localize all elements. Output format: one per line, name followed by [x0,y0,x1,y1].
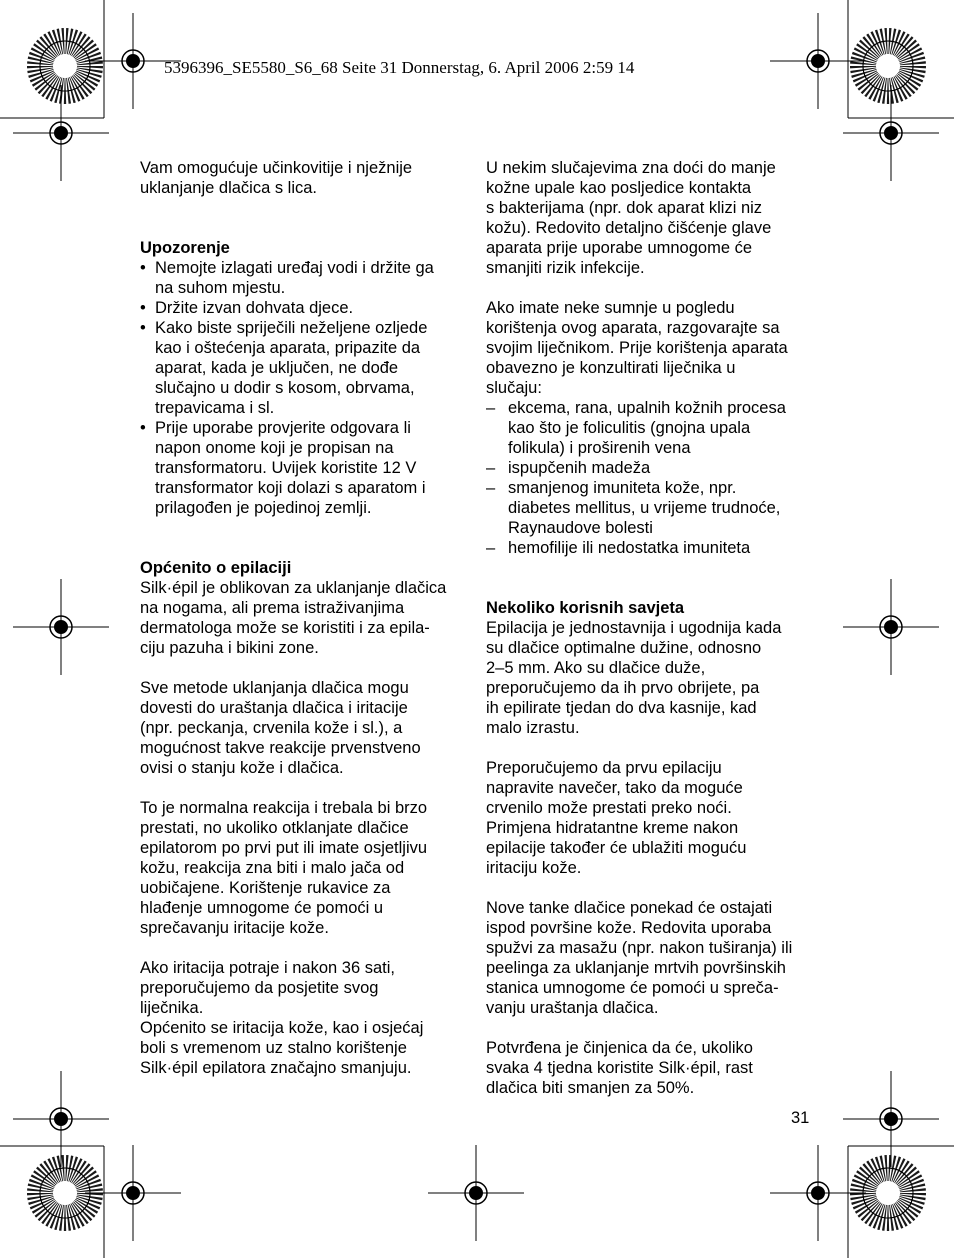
crosshair-mark [843,1071,939,1167]
section-heading-warnings: Upozorenje [140,239,230,257]
crosshair-mark [13,579,109,675]
crosshair-mark [843,579,939,675]
paragraph: To je normalna reakcija i trebala bi brzo prestati, no ukoliko otklanjate dlačice epilatorom po prvi put ili imate osjetljivu kožu, reakcija zna biti i malo jača od uobičajene. Korištenje rukavice za hlađenje umnogome će pomoći u sprečavanju iritacije kože. [140,799,428,937]
paragraph: U nekim slučajevima zna doći do manje kožne upale kao posljedice kontakta s bakterijama (npr. dok aparat klizi niz kožu). Redovito detaljno čišćenje glave aparata prije uporabe umnogome će smanjiti rizik infekcije. [486,159,776,277]
page-number: 31 [791,1109,810,1127]
paragraph: Ako imate neke sumnje u pogledu korištenja ovog aparata, razgovarajte sa svojim liječnikom. Prije korištenja aparata obavezno je konzultirati liječnika u slučaju: [486,299,788,397]
crosshair-mark [770,13,866,109]
print-header: 5396396_SE5580_S6_68 Seite 31 Donnerstag, 6. April 2006 2:59 14 [164,58,635,77]
paragraph: Silk·épil je oblikovan za uklanjanje dlačica na nogama, ali prema istraživanjima dermatologa može se koristiti i za epila- ciju pazuha i bikini zone. [140,579,447,657]
list-item: • Kako biste spriječili neželjene ozljede kao i oštećenja aparata, pripazite da aparat, kada je uključen, ne dođe slučajno u dodir s kosom, obrvama, trepavicama i sl. [140,318,470,418]
list-item: – smanjenog imuniteta kože, npr. diabetes mellitus, u vrijeme trudnoće, Raynaudove bolesti [486,478,812,538]
list-item: – hemofilije ili nedostatka imuniteta [486,538,812,558]
paragraph: Potvrđena je činjenica da će, ukoliko svaka 4 tjedna koristite Silk·épil, rast dlačica biti smanjen za 50%. [486,1039,753,1097]
paragraph: Općenito se iritacija kože, kao i osjećaj boli s vremenom uz stalno korištenje Silk·épil epilatora značajno smanjuju. [140,1019,424,1077]
list-item: • Nemojte izlagati uređaj vodi i držite ga na suhom mjestu. [140,258,470,298]
paragraph: Epilacija je jednostavnija i ugodnija kada su dlačice optimalne dužine, odnosno 2–5 mm. Ako su dlačice duže, preporučujemo da ih prvo obrijete, pa ih epilirate tjedan do dva kasnije, kad malo izrastu. [486,619,782,737]
paragraph: Sve metode uklanjanja dlačica mogu dovesti do uraštanja dlačica i iritacije (npr. peckanja, crvenila kože i sl.), a mogućnost takve reakcije prvenstveno ovisi o stanju kože i dlačica. [140,679,421,777]
list-item: – ekcema, rana, upalnih kožnih procesa kao što je foliculitis (gnojna upala folikula) i proširenih vena [486,398,812,458]
crosshair-mark [428,1145,524,1241]
left-column [140,158,470,1078]
crosshair-mark [13,1071,109,1167]
section-heading-tips: Nekoliko korisnih savjeta [486,599,685,617]
list-item: • Držite izvan dohvata djece. [140,298,470,318]
crosshair-mark [13,85,109,181]
list-item: • Prije uporabe provjerite odgovara li napon onome koji je propisan na transformatoru. Uvijek koristite 12 V transformator koji dolazi s aparatom i prilagođen je pojedinoj zemlji. [140,418,470,518]
list-item: – ispupčenih madeža [486,458,812,478]
starburst-mark-top-left [40,41,90,91]
paragraph: Ako iritacija potraje i nakon 36 sati, preporučujemo da posjetite svog liječnika. [140,959,395,1017]
starburst-mark-bottom-left [40,1168,90,1218]
paragraph: Nove tanke dlačice ponekad će ostajati ispod površine kože. Redovita uporaba spužvi za masažu (npr. nakon tuširanja) ili peelinga za uklanjanje mrtvih površinskih stanica umnogome će pomoći u spreča- vanju uraštanja dlačica. [486,899,793,1017]
crosshair-mark [85,1145,181,1241]
right-column [486,158,812,1098]
crosshair-mark [770,1145,866,1241]
starburst-mark-bottom-right [863,1168,913,1218]
warnings-list [140,258,470,518]
section-heading-general: Općenito o epilaciji [140,559,292,577]
paragraph: Preporučujemo da prvu epilaciju napravite navečer, tako da moguće crvenilo može prestati preko noći. Primjena hidratantne kreme nakon epilacije također će ublažiti moguću iritaciju kože. [486,759,747,877]
intro-paragraph: Vam omogućuje učinkovitije i nježnije uklanjanje dlačica s lica. [140,159,413,197]
starburst-mark-top-right [863,41,913,91]
conditions-list [486,398,812,558]
crosshair-mark [843,85,939,181]
